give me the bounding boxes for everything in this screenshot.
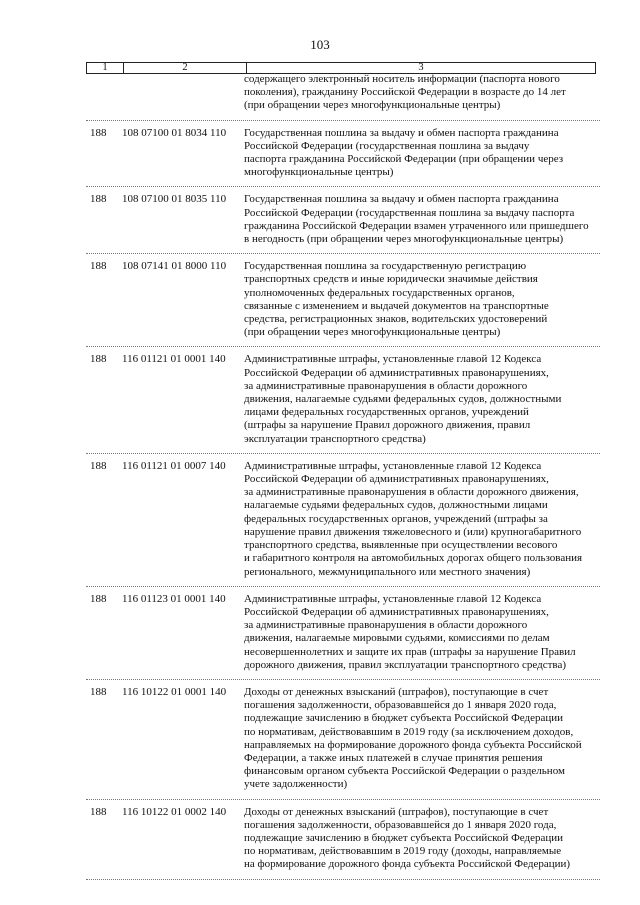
description-line: за административные правонарушения в области дорожного движения, [244,486,579,499]
description-line: Административные штрафы, установленные главой 12 Кодекса [244,459,542,472]
description-line: подлежащие зачислению в бюджет субъекта Российской Федерации [244,712,564,725]
table-row [86,127,600,188]
column-header-row [87,63,596,74]
column-header-3: 3 [247,63,596,74]
column-header-1: 1 [87,63,124,74]
revenue-description-cell [244,460,596,579]
description-line: лицами федеральных государственных органов, учреждений [244,406,529,419]
revenue-code-cell: 108 07141 01 8000 110 [122,260,227,273]
description-line: направляемых на формирование дорожного фонда субъекта Российской [244,738,582,751]
description-line: Доходы от денежных взысканий (штрафов), поступающие в счет [244,685,549,698]
table-row [86,193,600,254]
description-line: Государственная пошлина за выдачу и обмен паспорта гражданина [244,193,559,206]
description-line: Административные штрафы, установленные главой 12 Кодекса [244,592,542,605]
description-line: поколения), гражданину Российской Федерации в возрасте до 14 лет [244,86,566,99]
admin-code-cell: 188 [90,592,107,605]
table-row [86,353,600,453]
table-row [86,593,600,680]
description-line: движения, налагаемые мировыми судьями, комиссиями по делам [244,632,550,645]
description-line: (при обращении через многофункциональные центры) [244,326,501,339]
description-line: в негодность (при обращении через многофункциональные центры) [244,233,564,246]
description-line: Административные штрафы, установленные главой 12 Кодекса [244,353,542,366]
table-row [86,806,600,880]
revenue-code-cell: 108 07100 01 8035 110 [122,193,227,206]
table-row [86,73,600,121]
description-line: транспортных средств и иные юридически значимые действия [244,273,538,286]
description-line: (штрафы за нарушение Правил дорожного движения, правил [244,419,531,432]
revenue-code-cell: 116 01121 01 0001 140 [122,353,226,366]
column-header-2: 2 [124,63,247,74]
revenue-code-cell: 116 01123 01 0001 140 [122,592,226,605]
description-line: эксплуатации транспортного средства) [244,432,426,445]
description-line: по нормативам, действовавшим в 2019 году (доходы, направляемые [244,845,562,858]
description-line: за административные правонарушения в области дорожного [244,379,528,392]
description-line: Российской Федерации об административных правонарушениях, [244,605,549,618]
description-line: несовершеннолетних и защите их прав (штрафы за нарушение Правил [244,645,576,658]
description-line: транспортного средства, выявленные при осуществлении весового [244,539,558,552]
revenue-description-cell [244,260,596,339]
description-line: подлежащие зачислению в бюджет субъекта Российской Федерации [244,831,564,844]
description-line: связанные с изменением и выдачей документов на транспортные [244,299,549,312]
description-line: по нормативам, действовавшим в 2019 году (за исключением доходов, [244,725,574,738]
description-line: за административные правонарушения в области дорожного [244,619,528,632]
table-row [86,460,600,587]
description-line: дорожного движения, правил эксплуатации транспортного средства) [244,658,566,671]
description-line: (при обращении через многофункциональные центры) [244,99,501,112]
description-line: Государственная пошлина за выдачу и обмен паспорта гражданина [244,126,559,139]
revenue-description-cell [244,73,596,113]
admin-code-cell: 188 [90,685,107,698]
admin-code-cell: 188 [90,260,107,273]
revenue-description-cell [244,686,596,792]
revenue-code-cell: 108 07100 01 8034 110 [122,126,227,139]
description-line: Российской Федерации об административных правонарушениях, [244,366,549,379]
description-line: федеральных государственных органов, учреждений (штрафы за [244,512,548,525]
description-line: Российской Федерации (государственная пошлина за выдачу [244,139,530,152]
description-line: учете задолженности) [244,778,348,791]
revenue-code-list [86,73,600,886]
revenue-description-cell [244,806,596,872]
description-line: и габаритного контроля на автомобильных дорогах общего пользования [244,552,583,565]
revenue-code-cell: 116 10122 01 0002 140 [122,805,227,818]
description-line: нарушение правил движения тяжеловесного и (или) крупногабаритного [244,525,582,538]
revenue-description-cell [244,353,596,445]
description-line: на формирование дорожного фонда субъекта Российской Федерации) [244,858,571,871]
description-line: многофункциональные центры) [244,166,394,179]
description-line: паспорта гражданина Российской Федерации (при обращении через [244,153,564,166]
admin-code-cell: 188 [90,805,107,818]
description-line: гражданина Российской Федерации взамен утраченного или пришедшего [244,219,589,232]
description-line: содержащего электронный носитель информации (паспорта нового [244,73,560,85]
admin-code-cell: 188 [90,459,107,472]
admin-code-cell: 188 [90,353,107,366]
description-line: движения, налагаемые судьями федеральных судов, должностными [244,393,562,406]
description-line: Государственная пошлина за государственную регистрацию [244,260,527,273]
revenue-description-cell [244,193,596,246]
description-line: Российской Федерации (государственная пошлина за выдачу паспорта [244,206,575,219]
description-line: погашения задолженности, образовавшейся до 1 января 2020 года, [244,699,557,712]
description-line: погашения задолженности, образовавшейся до 1 января 2020 года, [244,818,557,831]
revenue-code-cell: 116 10122 01 0001 140 [122,685,227,698]
description-line: уполномоченных федеральных государственных органов, [244,286,515,299]
description-line: Российской Федерации об административных правонарушениях, [244,473,549,486]
description-line: налагаемые судьями федеральных судов, должностными лицами [244,499,548,512]
page-number: 103 [310,37,330,52]
table-row [86,686,600,800]
table-row [86,260,600,347]
revenue-description-cell [244,593,596,672]
revenue-code-cell: 116 01121 01 0007 140 [122,459,226,472]
description-line: средства, регистрационных знаков, водительских удостоверений [244,313,548,326]
description-line: Доходы от денежных взысканий (штрафов), поступающие в счет [244,805,549,818]
description-line: финансовым органом субъекта Российской Федерации о раздельном [244,765,565,778]
description-line: Федерации, а также иных платежей в случае принятия решения [244,751,543,764]
description-line: регионального, межмуниципального или местного значения) [244,565,531,578]
revenue-description-cell [244,127,596,180]
admin-code-cell: 188 [90,193,107,206]
admin-code-cell: 188 [90,126,107,139]
